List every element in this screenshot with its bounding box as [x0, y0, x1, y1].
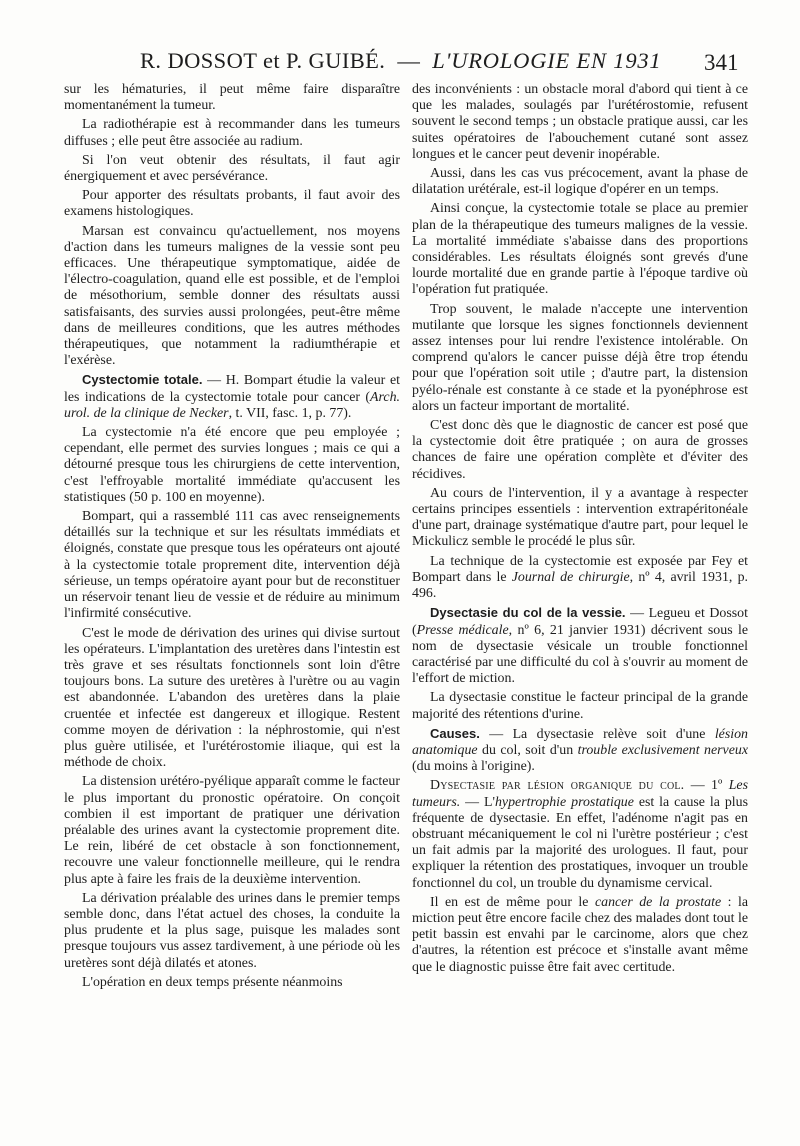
page-number: 341 [704, 50, 739, 75]
text-run: est la cause la plus fréquente de dysectasie. En effet, l'adénome n'agit pas en obstruant mécaniquement le col ni l'urètre postérieur ; c'est un fait admis par la majorité des urologues. Il faut, pour expliquer la rétention des prostatiques, invoquer un trouble fonctionnel du col, un trouble du dynamisme cervical. [412, 794, 748, 891]
paragraph: L'opération en deux temps présente néanmoins [82, 974, 343, 990]
running-title [140, 48, 661, 74]
emphasis: lésion anatomique [412, 726, 748, 758]
paragraph: Pour apporter des résultats probants, il faut avoir des examens histologiques. [64, 188, 400, 220]
header-authors: R. DOSSOT et P. GUIBÉ. [140, 48, 386, 73]
text-run: La technique de la cystectomie est exposée par Fey et Bompart dans le [412, 553, 748, 585]
left-column [64, 82, 400, 994]
right-column [412, 82, 748, 979]
paragraph: La distension urétéro-pyélique apparaît comme le facteur le plus important du pronostic opératoire. On conçoit combien il est important de pratiquer une dérivation préalable des urines avant la cystectomie proprement dite. Le rein, libéré de cet obstacle à son fonctionnement, recouvre une valeur fonctionnelle meilleure, qui le rendra plus apte à faire les frais de la deuxième intervention. [64, 774, 400, 887]
text-run: , t. VII, fasc. 1, p. 77). [228, 405, 352, 421]
paragraph: La cystectomie n'a été encore que peu employée ; cependant, elle permet des survies longues ; mais ce qui a détourné presque tous les chirurgiens de cette intervention, c'est l'effroyable mortalité immédiate qu'accusent les statistiques (50 p. 100 en moyenne). [64, 425, 400, 505]
paragraph: La dysectasie constitue le facteur principal de la grande majorité des rétentions d'urine. [412, 690, 748, 722]
paragraph: La dérivation préalable des urines dans le premier temps semble donc, dans l'état actuel des choses, la conduite la plus prudente et la plus sage, puisque les malades sont presque toujours vus assez tardivement, à une période où les uretères sont déjà dilatés et atones. [64, 890, 400, 971]
citation: Journal de chirurgie [511, 569, 630, 585]
paragraph: Bompart, qui a rassemblé 111 cas avec renseignements détaillés sur la technique et sur les résultats immédiats et éloignés, constate que presque tous les opérateurs ont ajouté à la cystectomie totale proprement dite, intervention déjà sérieuse, un temps opératoire ayant pour but de reconstituer un réservoir tenant lieu de vessie et de réduire au minimum l'infirmité consécutive. [64, 509, 400, 622]
text-run: , nº 6, 21 janvier 1931) décrivent sous le nom de dysectasie vésicale un trouble fonctionnel caractérisé par une difficulté du col à s'ouvrir au moment de l'effort de miction. [412, 622, 748, 687]
emphasis: Les tumeurs. [412, 778, 748, 810]
subsection-heading: Dysectasie par lésion organique du col. [430, 778, 685, 794]
paragraph: sur les hématuries, il peut même faire disparaître momentanément la tumeur. [64, 82, 400, 114]
text-run: — La dysectasie relève soit d'une [479, 726, 715, 742]
text-run: Il en est de même pour le [430, 894, 595, 910]
paragraph: C'est le mode de dérivation des urines qui divise surtout les opérateurs. L'implantation des uretères dans l'intestin est très grave et ses résultats fonctionnels sont loin d'être toujours bons. La suture des uretères à l'urètre ou au vagin est abandonnée. L'abandon des uretères dans la plaie cruentée et infectée est dangereux et illogique. Restent comme moyen de dérivation : la néphrostomie, qui n'est plus guère utilisée, et l'urétérostomie iliaque, qui est la méthode de choix. [64, 625, 400, 771]
emphasis: trouble exclusivement nerveux [577, 742, 748, 758]
citation: Presse médicale [416, 622, 509, 638]
header-journal-title: L'UROLOGIE EN 1931 [432, 48, 662, 73]
paragraph: Trop souvent, le malade n'accepte une intervention mutilante que lorsque les signes fonctionnels deviennent assez intenses pour lui rendre l'existence intolérable. On comprend qu'alors le cancer puisse déjà être trop étendu pour que l'opération soit utile ; d'autre part, la distension pyélo-rénale est constante à ce stade et la pyonéphrose est alors un facteur important de mortalité. [412, 301, 748, 414]
text-run: du col, soit d'un [477, 742, 578, 758]
section-paragraph-dysectasie [412, 605, 748, 687]
section-heading-cystectomie: Cystectomie totale. [82, 372, 203, 388]
section-paragraph-cystectomie [64, 372, 400, 422]
paragraph: Ainsi conçue, la cystectomie totale se place au premier plan de la thérapeutique des tumeurs malignes de la vessie. La mortalité immédiate s'abaisse dans des proportions considérables. Les résultats éloignés sont grevés d'une lourde mortalité due en grande partie à l'époque tardive où l'opération fut pratiquée. [412, 201, 748, 298]
text-run: (du moins à l'origine). [412, 759, 535, 775]
paragraph: La radiothérapie est à recommander dans les tumeurs diffuses ; elle peut être associée au radium. [64, 117, 400, 149]
text-run: : la miction peut être encore facile chez des malades dont tout le petit bassin est envahi par le carcinome, alors que chez d'autres, la rétention est précoce et s'installe avant même que le diagnostic puisse être fait avec certitude. [412, 894, 748, 975]
paragraph: Aussi, dans les cas vus précocement, avant la phase de dilatation urétérale, est-il logique d'opérer en un temps. [412, 166, 748, 198]
text-run: — H. Bompart étudie la valeur et les indications de la cystectomie totale pour cancer ( [64, 373, 401, 405]
text-run: — 1º [684, 778, 729, 794]
running-header [0, 48, 800, 84]
section-heading-causes: Causes. [430, 725, 480, 741]
paragraph [412, 895, 748, 976]
paragraph: C'est donc dès que le diagnostic de cancer est posé que la cystectomie doit être pratiquée ; on aura de grosses chances de faire une opération complète et d'éviter des récidives. [412, 418, 748, 482]
paragraph [412, 554, 748, 603]
paragraph: Au cours de l'intervention, il y a avantage à respecter certains principes essentiels : intervention extrapéritonéale d'une part, drainage systématique d'autre part, pour lequel le Mickulicz semble le procédé le plus sûr. [412, 485, 748, 550]
paragraph: Marsan est convaincu qu'actuellement, nos moyens d'action dans les tumeurs malignes de la vessie sont peu efficaces. Une thérapeutique symptomatique, aidée de l'électro-coagulation, quand elle est possible, et de l'emploi de mésothorium, semble donner des résultats aussi satisfaisants, des survies aussi prolongées, peut-être même dans de meilleures conditions, que les autres méthodes thérapeutiques, que notamment la radiumthérapie et l'exérèse. [64, 223, 400, 369]
emphasis: hypertrophie prostatique [494, 794, 634, 810]
header-separator: — [397, 48, 421, 73]
section-paragraph-lesion-organique [412, 778, 748, 891]
section-heading-dysectasie: Dysectasie du col de la vessie. [430, 605, 626, 621]
emphasis: cancer de la prostate [594, 894, 722, 910]
text-run: — L' [460, 794, 495, 810]
paragraph: Si l'on veut obtenir des résultats, il faut agir énergiquement et avec persévérance. [64, 152, 400, 185]
citation: Arch. urol. de la clinique de Necker [64, 389, 400, 421]
text-run: , nº 4, avril 1931, p. 496. [412, 569, 749, 602]
paragraph: des inconvénients : un obstacle moral d'abord qui tient à ce que les malades, soulagés par l'urétérostomie, refusent souvent le second temps ; un obstacle pratique aussi, car les suites opératoires de l'abouchement cutané sont assez longues et le cancer peut devenir inopérable. [412, 82, 748, 162]
section-paragraph-causes [412, 726, 748, 776]
text-run: — Legueu et Dossot ( [412, 606, 748, 638]
